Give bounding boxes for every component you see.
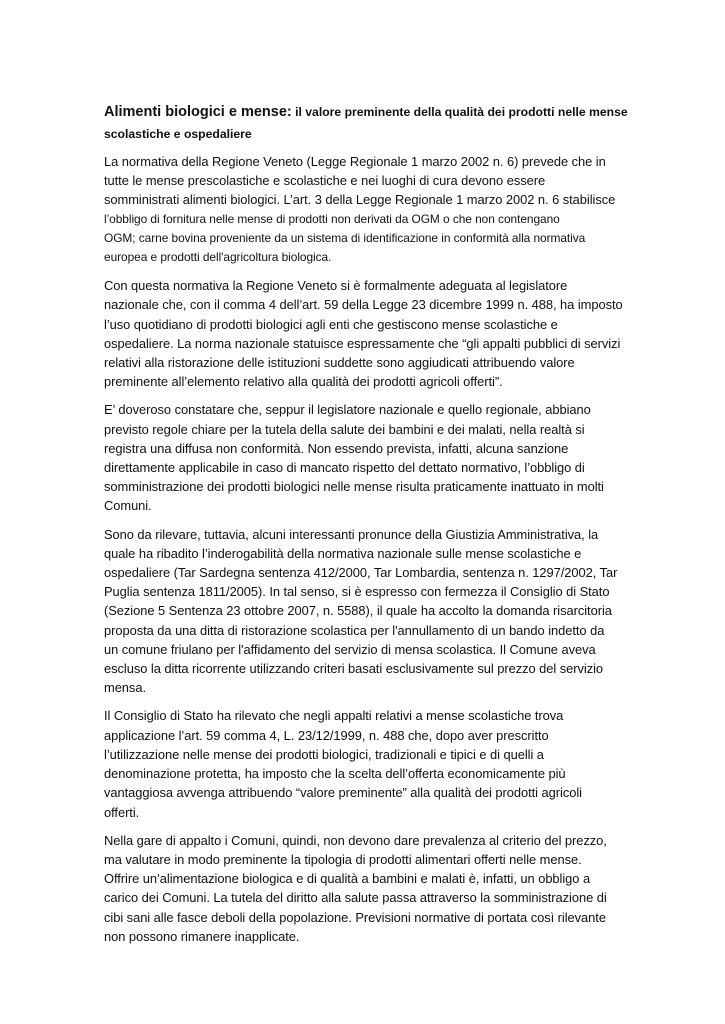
text-line: vantaggiosa avvenga attribuendo “valore preminente” alla qualità dei prodotti agricoli	[104, 785, 582, 801]
text-line: Il Consiglio di Stato ha rilevato che negli appalti relativi a mense scolastiche trova	[104, 708, 564, 724]
text-line: l’uso quotidiano di prodotti biologici agli enti che gestiscono mense scolastiche e	[104, 316, 558, 332]
text-line: E’ doveroso constatare che, seppur il legislatore nazionale e quello regionale, abbiano	[104, 402, 591, 418]
text-line: somministrati alimenti biologici. L’art. 3 della Legge Regionale 1 marzo 2002 n. 6 stabilisce	[104, 192, 616, 208]
text-line: escluso la ditta ricorrente utilizzando criteri basati esclusivamente sul prezzo del servizio	[104, 661, 604, 677]
text-line: tutte le mense prescolastiche e scolastiche e nei luoghi di cura devono essere	[104, 173, 546, 189]
text-line: (Sezione 5 Sentenza 23 ottobre 2007, n. 5588), il quale ha accolto la domanda risarcitoria	[104, 603, 612, 619]
paragraph-4	[104, 525, 629, 698]
text-line: cibi sani alle fasce deboli della popolazione. Previsioni normative di portata così rilevante	[104, 909, 606, 925]
text-line: OGM; carne bovina proveniente da un sistema di identificazione in conformità alla normativa	[104, 230, 586, 245]
text-line: registra una diffusa non conformità. Non essendo prevista, infatti, alcuna sanzione	[104, 440, 569, 456]
text-line: l’utilizzazione nelle mense dei prodotti biologici, tradizionali e tipici e di quelli a	[104, 746, 544, 762]
text-line: Offrire un’alimentazione biologica e di qualità a bambini e malati è, infatti, un obbligo a	[104, 871, 591, 887]
text-line: Sono da rilevare, tuttavia, alcuni interessanti pronunce della Giustizia Amministrativa, la	[104, 526, 599, 542]
paragraph-5	[104, 706, 629, 821]
text-line: un comune friulano per l'affidamento del servizio di mensa scolastica. Il Comune aveva	[104, 641, 596, 657]
text-line: Nella gare di appalto i Comuni, quindi, non devono dare prevalenza al criterio del prezzo,	[104, 832, 607, 848]
text-line: nazionale che, con il comma 4 dell’art. 59 della Legge 23 dicembre 1999 n. 488, ha imposto	[104, 297, 623, 313]
text-line: denominazione protetta, ha imposto che la scelta dell’offerta economicamente più	[104, 766, 566, 782]
text-line: La normativa della Regione Veneto (Legge Regionale 1 marzo 2002 n. 6) prevede che in	[104, 154, 606, 169]
text-line: carico dei Comuni. La tutela del diritto alla salute passa attraverso la somministrazione di	[104, 890, 607, 906]
text-line: relativi alla ristorazione delle istituzioni suddette sono aggiudicati attribuendo valore	[104, 355, 575, 371]
text-line: Puglia sentenza 1811/2005). In tal senso, si è espresso con fermezza il Consiglio di Stato	[104, 584, 610, 600]
text-line: preminente all’elemento relativo alla qualità dei prodotti agricoli offerti”.	[104, 374, 503, 390]
document-title	[104, 101, 629, 145]
paragraph-1	[104, 152, 629, 267]
text-line: direttamente applicabile in caso di mancato rispetto del dettato normativo, l’obbligo di	[104, 460, 585, 476]
text-line: applicazione l’art. 59 comma 4, L. 23/12/1999, n. 488 che, dopo aver prescritto	[104, 727, 549, 743]
text-line: mensa.	[104, 680, 146, 696]
paragraph-3	[104, 400, 629, 515]
text-line: europea e prodotti dell'agricoltura biologica.	[104, 250, 332, 265]
paragraph-2	[104, 276, 629, 391]
title-rest: il valore preminente della qualità dei prodotti nelle mense scolastiche e ospedaliere	[104, 105, 628, 141]
text-line: previsto regole chiare per la tutela della salute dei bambini e dei malati, nella realtà si	[104, 421, 585, 437]
text-line: Comuni.	[104, 498, 152, 514]
text-line: offerti.	[104, 804, 140, 820]
text-line: l’obbligo di fornitura nelle mense di prodotti non derivati da OGM o che non contengano	[104, 211, 560, 226]
title-lead: Alimenti biologici e mense:	[104, 104, 292, 120]
text-line: Con questa normativa la Regione Veneto si è formalmente adeguata al legislatore	[104, 278, 568, 294]
text-line: somministrazione dei prodotti biologici nelle mense risulta praticamente inattuato in molti	[104, 479, 604, 495]
text-line: quale ha ribadito l’inderogabilità della normativa nazionale sulle mense scolastiche e	[104, 545, 582, 561]
text-line: proposta da una ditta di ristorazione scolastica per l'annullamento di un bando indetto da	[104, 622, 605, 638]
text-line: ma valutare in modo preminente la tipologia di prodotti alimentari offerti nelle mense.	[104, 851, 582, 867]
text-line: ospedaliere. La norma nazionale statuisce espressamente che “gli appalti pubblici di servizi	[104, 335, 621, 351]
paragraph-6	[104, 831, 629, 946]
text-line: ospedaliere (Tar Sardegna sentenza 412/2000, Tar Lombardia, sentenza n. 1297/2002, Tar	[104, 565, 618, 581]
text-line: non possono rimanere inapplicate.	[104, 928, 300, 944]
